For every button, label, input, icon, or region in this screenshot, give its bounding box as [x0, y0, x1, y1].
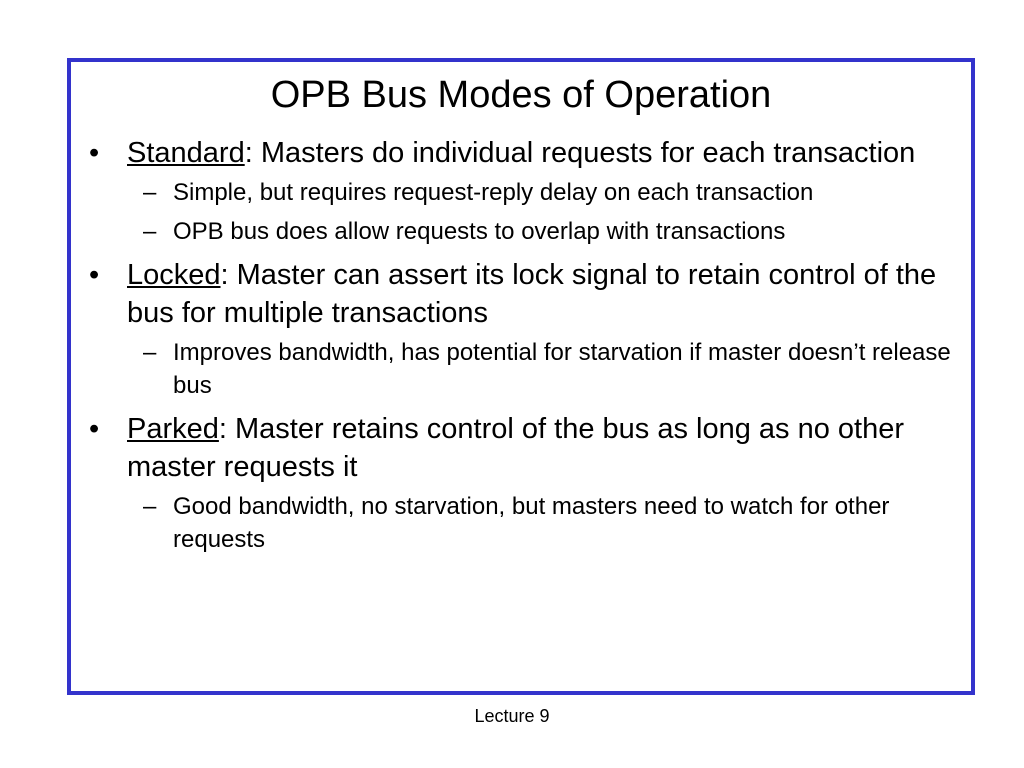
bullet-parked	[85, 410, 955, 556]
sub-list	[127, 176, 955, 248]
sub-bullet	[127, 490, 955, 556]
footer-lecture-label: Lecture 9	[474, 706, 550, 726]
sub-marker: –	[143, 339, 157, 366]
bullet-term: Locked	[127, 259, 221, 291]
bullet-locked	[85, 256, 955, 402]
slide-title: OPB Bus Modes of Operation	[270, 74, 772, 116]
sub-bullet-text: Improves bandwidth, has potential for starvation if master doesn’t release bus	[173, 339, 951, 399]
bullet-standard	[85, 134, 955, 248]
sub-marker: –	[143, 493, 157, 520]
bullet-text: : Masters do individual requests for each transaction	[244, 137, 916, 169]
sub-marker: –	[143, 179, 157, 206]
sub-marker: –	[143, 218, 157, 245]
bullet-marker: •	[89, 137, 100, 169]
sub-bullet	[127, 215, 955, 248]
bullet-text: : Master retains control of the bus as long as no other master requests it	[127, 413, 904, 483]
sub-bullet-text: Good bandwidth, no starvation, but masters need to watch for other requests	[173, 493, 890, 553]
bullet-list	[85, 134, 955, 564]
bullet-marker: •	[89, 259, 100, 291]
bullet-marker: •	[89, 413, 100, 445]
sub-bullet	[127, 176, 955, 209]
bullet-text: : Master can assert its lock signal to retain control of the bus for multiple transactions	[127, 259, 937, 329]
slide-frame	[67, 58, 975, 695]
sub-bullet-text: OPB bus does allow requests to overlap with transactions	[173, 218, 786, 245]
bullet-term: Parked	[127, 413, 219, 445]
sub-list	[127, 336, 955, 402]
bullet-term: Standard	[127, 137, 245, 169]
sub-bullet-text: Simple, but requires request-reply delay on each transaction	[173, 179, 814, 206]
sub-bullet	[127, 336, 955, 402]
sub-list	[127, 490, 955, 556]
